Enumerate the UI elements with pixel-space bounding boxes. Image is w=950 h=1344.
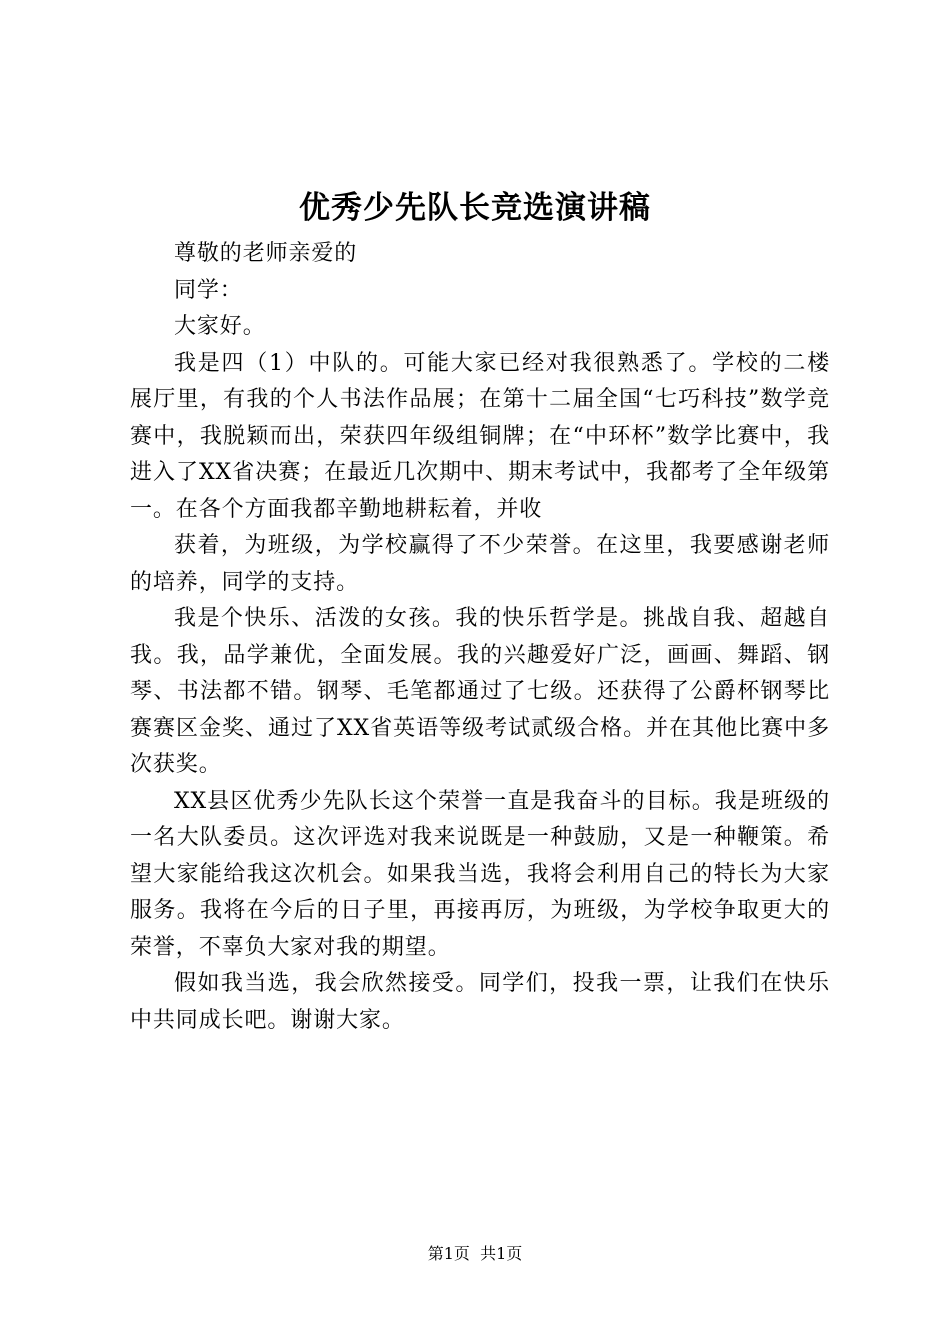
page-footer	[0, 1243, 950, 1265]
paragraph-thanks: 获着，为班级，为学校赢得了不少荣誉。在这里，我要感谢老师的培养，同学的支持。	[130, 533, 830, 595]
page-total: 共1页	[480, 1244, 523, 1263]
document-body	[130, 236, 830, 1039]
paragraph-greeting-2: 同学：	[174, 277, 243, 303]
paragraph-achievements: 我是四（1）中队的。可能大家已经对我很熟悉了。学校的二楼展厅里，有我的个人书法作品展；在第十二届全国“七巧科技”数学竞赛中，我脱颖而出，荣获四年级组铜牌；在“中环杯”数学比赛中，我进入了XX省决赛；在最近几次期中、期末考试中，我都考了全年级第一。在各个方面我都辛勤地耕耘着，并收	[130, 350, 830, 522]
page-number: 第1页	[427, 1244, 470, 1263]
paragraph-goal: XX县区优秀少先队长这个荣誉一直是我奋斗的目标。我是班级的一名大队委员。这次评选对我来说既是一种鼓励，又是一种鞭策。希望大家能给我这次机会。如果我当选，我将会利用自己的特长为大家服务。我将在今后的日子里，再接再厉，为班级，为学校争取更大的荣誉，不辜负大家对我的期望。	[130, 788, 830, 960]
paragraph-closing: 假如我当选，我会欣然接受。同学们，投我一票，让我们在快乐中共同成长吧。谢谢大家。	[130, 971, 830, 1033]
paragraph-greeting-1: 尊敬的老师亲爱的	[174, 241, 358, 266]
paragraph-personality: 我是个快乐、活泼的女孩。我的快乐哲学是。挑战自我、超越自我。我，品学兼优，全面发展。我的兴趣爱好广泛，画画、舞蹈、钢琴、书法都不错。钢琴、毛笔都通过了七级。还获得了公爵杯钢琴比赛赛区金奖、通过了XX省英语等级考试贰级合格。并在其他比赛中多次获奖。	[130, 606, 830, 777]
paragraph-greeting-3: 大家好。	[174, 314, 266, 339]
document-title: 优秀少先队长竞选演讲稿	[299, 190, 651, 226]
